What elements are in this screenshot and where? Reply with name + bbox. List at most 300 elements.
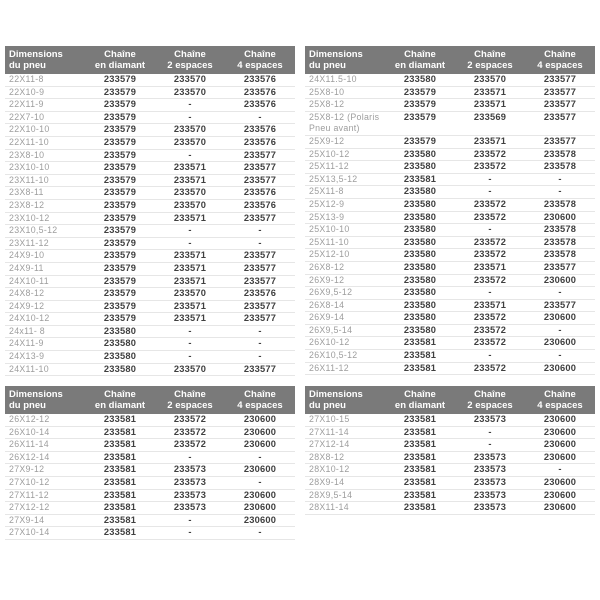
chain-4spaces-part: 233577 (243, 363, 277, 374)
table-row (305, 427, 595, 440)
chain-table-bottom-left (5, 386, 295, 540)
chain-2spaces-part: 233571 (173, 275, 207, 286)
column-header: Chaîne 4 espaces (237, 49, 283, 71)
tire-dimension: 25X10-10 (309, 224, 350, 235)
column-header: Dimensions du pneu (309, 389, 363, 411)
chain-diamond-part: 233579 (103, 162, 137, 173)
chain-diamond-part: 233579 (103, 111, 137, 122)
chain-2spaces-part: 233572 (473, 337, 507, 348)
table-row (5, 313, 295, 326)
chain-4spaces-part: 233577 (243, 313, 277, 324)
table-row (305, 337, 595, 350)
tire-dimension: 25X8-10 (309, 86, 345, 97)
chain-diamond-part: 233580 (403, 224, 437, 235)
tire-dimension: 25X8-12 (Polaris Pneu avant) (309, 111, 380, 134)
tire-dimension: 26X10,5-12 (309, 350, 358, 361)
chain-2spaces-part: 233573 (173, 464, 207, 475)
chain-4spaces-part: 233577 (243, 300, 277, 311)
table-row (305, 249, 595, 262)
tire-dimension: 22X10-9 (9, 86, 45, 97)
chain-2spaces-part: 233570 (173, 187, 207, 198)
tire-dimension: 27X10-12 (9, 476, 50, 487)
chain-2spaces-part: 233573 (473, 502, 507, 513)
table-row (5, 427, 295, 440)
chain-diamond-part: 233581 (403, 173, 437, 184)
chain-diamond-part: 233580 (403, 312, 437, 323)
table-row (305, 237, 595, 250)
chain-diamond-part: 233579 (103, 136, 137, 147)
chain-4spaces-part: 230600 (543, 439, 577, 450)
chain-4spaces-part: 233577 (243, 212, 277, 223)
chain-diamond-part: 233581 (103, 439, 137, 450)
tire-dimension: 24x11- 8 (9, 325, 45, 336)
chain-4spaces-part: 233578 (543, 236, 577, 247)
chain-4spaces-part: 233577 (243, 174, 277, 185)
chain-diamond-part: 233580 (403, 148, 437, 159)
table-row (305, 490, 595, 503)
tire-dimension: 23X8-11 (9, 187, 44, 198)
chain-diamond-part: 233581 (403, 350, 437, 361)
chain-4spaces-part: - (258, 325, 262, 336)
chain-diamond-part: 233580 (403, 274, 437, 285)
table-row (5, 175, 295, 188)
chain-2spaces-part: 233570 (173, 199, 207, 210)
chain-2spaces-part: - (188, 149, 192, 160)
chain-4spaces-part: 230600 (543, 502, 577, 513)
chain-2spaces-part: 233570 (173, 363, 207, 374)
table-row (5, 162, 295, 175)
table-row (5, 515, 295, 528)
tire-dimension: 24X10-11 (9, 275, 49, 286)
chain-diamond-part: 233581 (103, 464, 137, 475)
tire-dimension: 26X9,5-14 (309, 324, 353, 335)
chain-2spaces-part: 233572 (473, 274, 507, 285)
chain-2spaces-part: 233573 (473, 464, 507, 475)
tire-dimension: 26X11-12 (309, 362, 349, 373)
table-row (5, 263, 295, 276)
tire-dimension: 23X10,5-12 (9, 225, 58, 236)
table-row (305, 300, 595, 313)
tire-dimension: 26X10-12 (309, 337, 350, 348)
chain-diamond-part: 233579 (403, 111, 437, 122)
chain-diamond-part: 233580 (403, 186, 437, 197)
table-row (5, 351, 295, 364)
chain-diamond-part: 233581 (403, 476, 437, 487)
table-row (5, 338, 295, 351)
table-row (305, 224, 595, 237)
table-row (5, 527, 295, 540)
tire-dimension: 25X11-8 (309, 186, 344, 197)
table-row (5, 464, 295, 477)
chain-2spaces-part: 233572 (473, 211, 507, 222)
chain-4spaces-part: - (558, 464, 562, 475)
chain-4spaces-part: 230600 (243, 514, 277, 525)
tire-dimension: 24X11-9 (9, 338, 44, 349)
chain-4spaces-part: 230600 (243, 502, 277, 513)
tire-dimension: 25X12-9 (309, 198, 345, 209)
chain-4spaces-part: 230600 (543, 414, 577, 424)
column-header: Dimensions du pneu (309, 49, 363, 71)
table-row (305, 87, 595, 100)
tire-dimension: 27X9-14 (9, 514, 45, 525)
chain-diamond-part: 233579 (103, 313, 137, 324)
chain-2spaces-part: 233573 (473, 414, 507, 424)
tire-dimension: 22X10-10 (9, 124, 50, 135)
tire-dimension: 26X8-14 (309, 299, 345, 310)
chain-4spaces-part: - (558, 186, 562, 197)
table-row (5, 187, 295, 200)
chain-2spaces-part: 233570 (173, 124, 207, 135)
chain-2spaces-part: - (188, 451, 192, 462)
chain-4spaces-part: 233578 (543, 161, 577, 172)
chain-diamond-part: 233580 (403, 299, 437, 310)
tire-dimension: 27X9-12 (9, 464, 45, 475)
table-row (305, 414, 595, 427)
table-row (305, 149, 595, 162)
chain-4spaces-part: 230600 (243, 489, 277, 500)
chain-2spaces-part: - (188, 338, 192, 349)
chain-diamond-part: 233579 (103, 275, 137, 286)
chain-4spaces-part: - (258, 476, 262, 487)
column-header: Chaîne 4 espaces (537, 49, 583, 71)
chain-diamond-part: 233579 (103, 86, 137, 97)
chain-4spaces-part: 233576 (243, 187, 277, 198)
chain-4spaces-part: 230600 (243, 414, 277, 424)
chain-4spaces-part: 230600 (543, 476, 577, 487)
chain-4spaces-part: 230600 (543, 211, 577, 222)
chain-2spaces-part: - (488, 287, 492, 298)
chain-2spaces-part: - (188, 325, 192, 336)
table-row (305, 174, 595, 187)
tire-dimension: 23X8-12 (9, 199, 45, 210)
table-row (305, 477, 595, 490)
chain-diamond-part: 233579 (103, 237, 137, 248)
column-header: Chaîne en diamant (394, 389, 446, 411)
table-row (305, 287, 595, 300)
chain-2spaces-part: 233570 (173, 86, 207, 97)
tire-dimension: 23X10-12 (9, 212, 50, 223)
chain-diamond-part: 233579 (103, 199, 137, 210)
chain-diamond-part: 233580 (403, 287, 437, 298)
table-row (5, 288, 295, 301)
tire-dimension: 24X8-12 (9, 288, 45, 299)
chain-diamond-part: 233581 (403, 502, 437, 513)
chain-diamond-part: 233581 (103, 527, 137, 538)
chain-4spaces-part: - (558, 324, 562, 335)
chain-diamond-part: 233580 (403, 236, 437, 247)
column-header: Chaîne 4 espaces (237, 389, 283, 411)
table-header (5, 386, 295, 414)
chain-4spaces-part: - (258, 237, 262, 248)
chain-4spaces-part: 230600 (243, 426, 277, 437)
table-row (305, 161, 595, 174)
chain-4spaces-part: 233576 (243, 136, 277, 147)
chain-diamond-part: 233579 (103, 212, 137, 223)
chain-2spaces-part: 233571 (173, 174, 207, 185)
chain-2spaces-part: - (188, 225, 192, 236)
column-header: Chaîne 2 espaces (167, 389, 213, 411)
column-header: Dimensions du pneu (9, 49, 63, 71)
chain-4spaces-part: 233576 (243, 199, 277, 210)
chain-diamond-part: 233580 (403, 198, 437, 209)
chain-4spaces-part: 233577 (243, 149, 277, 160)
chain-diamond-part: 233580 (103, 338, 137, 349)
chain-diamond-part: 233581 (403, 337, 437, 348)
tire-dimension: 23X10-10 (9, 162, 50, 173)
chain-4spaces-part: 233576 (243, 288, 277, 299)
chain-2spaces-part: 233571 (173, 212, 207, 223)
tire-dimension: 26X9,5-12 (309, 287, 353, 298)
tire-dimension: 25X9-12 (309, 135, 345, 146)
chain-2spaces-part: - (188, 99, 192, 110)
chain-4spaces-part: - (558, 173, 562, 184)
tire-dimension: 24X9-12 (9, 300, 45, 311)
tire-dimension: 28X11-14 (309, 502, 349, 513)
table-row (305, 136, 595, 149)
chain-2spaces-part: 233570 (473, 74, 507, 84)
chain-4spaces-part: 233576 (243, 99, 277, 110)
chain-2spaces-part: 233571 (473, 99, 507, 110)
chain-2spaces-part: 233571 (473, 86, 507, 97)
chain-diamond-part: 233579 (103, 225, 137, 236)
table-row (5, 250, 295, 263)
tire-dimension: 27X11-14 (309, 426, 349, 437)
tire-dimension: 27X12-12 (9, 502, 50, 513)
table-row (5, 238, 295, 251)
tire-dimension: 26X12-12 (9, 414, 50, 424)
chain-4spaces-part: - (558, 350, 562, 361)
chain-diamond-part: 233581 (103, 476, 137, 487)
chain-diamond-part: 233580 (403, 249, 437, 260)
chain-4spaces-part: 233577 (243, 162, 277, 173)
table-row (5, 87, 295, 100)
chain-4spaces-part: 233578 (543, 198, 577, 209)
tire-dimension: 28X10-12 (309, 464, 350, 475)
column-header: Chaîne 2 espaces (167, 49, 213, 71)
chain-4spaces-part: 233577 (243, 275, 277, 286)
chain-diamond-part: 233581 (403, 489, 437, 500)
table-row (305, 350, 595, 363)
chain-diamond-part: 233581 (103, 414, 137, 424)
column-header: Chaîne en diamant (394, 49, 446, 71)
tire-dimension: 22X11-10 (9, 136, 49, 147)
tire-dimension: 25X12-10 (309, 249, 350, 260)
table-row (5, 490, 295, 503)
chain-diamond-part: 233581 (403, 464, 437, 475)
chain-2spaces-part: 233572 (173, 414, 207, 424)
chain-4spaces-part: 233577 (543, 86, 577, 97)
chain-4spaces-part: - (558, 287, 562, 298)
table-row (5, 124, 295, 137)
chain-4spaces-part: 233577 (243, 250, 277, 261)
tire-dimension: 26X9-12 (309, 274, 345, 285)
chain-diamond-part: 233579 (103, 149, 137, 160)
chain-2spaces-part: 233572 (473, 161, 507, 172)
chain-2spaces-part: 233570 (173, 136, 207, 147)
chain-2spaces-part: - (488, 224, 492, 235)
tire-dimension: 27X12-14 (309, 439, 350, 450)
table-row (305, 275, 595, 288)
table-row (5, 112, 295, 125)
table-row (305, 262, 595, 275)
chain-table-top-left (5, 46, 295, 376)
tire-dimension: 25X10-12 (309, 148, 350, 159)
chain-diamond-part: 233579 (103, 99, 137, 110)
column-header: Chaîne 2 espaces (467, 389, 513, 411)
chain-4spaces-part: 233576 (243, 74, 277, 84)
table-row (5, 414, 295, 427)
chain-4spaces-part: 230600 (543, 274, 577, 285)
chain-diamond-part: 233581 (403, 362, 437, 373)
chain-diamond-part: 233581 (103, 502, 137, 513)
tire-dimension: 24X9-10 (9, 250, 45, 261)
table-row (5, 137, 295, 150)
table-row (305, 112, 595, 136)
table-header (305, 386, 595, 414)
chain-2spaces-part: 233572 (473, 312, 507, 323)
chain-diamond-part: 233581 (403, 414, 437, 424)
chain-diamond-part: 233581 (403, 439, 437, 450)
chain-2spaces-part: - (488, 173, 492, 184)
tire-dimension: 23X11-10 (9, 174, 49, 185)
chain-2spaces-part: 233571 (173, 262, 207, 273)
table-row (305, 502, 595, 515)
chain-diamond-part: 233579 (403, 99, 437, 110)
chain-4spaces-part: 233576 (243, 124, 277, 135)
chain-4spaces-part: - (258, 225, 262, 236)
tire-dimension: 28X9,5-14 (309, 489, 353, 500)
tire-dimension: 23X11-12 (9, 237, 49, 248)
chain-2spaces-part: 233573 (173, 476, 207, 487)
chain-diamond-part: 233581 (103, 489, 137, 500)
chain-diamond-part: 233579 (403, 86, 437, 97)
tire-dimension: 28X8-12 (309, 451, 345, 462)
chain-diamond-part: 233579 (103, 174, 137, 185)
table-row (305, 74, 595, 87)
chain-4spaces-part: 233577 (543, 111, 577, 122)
tire-dimension: 26X10-14 (9, 426, 50, 437)
chain-2spaces-part: 233571 (473, 135, 507, 146)
tire-dimension: 27X10-14 (9, 527, 50, 538)
chain-4spaces-part: 233577 (543, 135, 577, 146)
table-row (305, 99, 595, 112)
chain-diamond-part: 233579 (103, 288, 137, 299)
tire-dimension: 24X11.5-10 (309, 74, 357, 84)
table-row (5, 150, 295, 163)
chain-diamond-part: 233579 (103, 300, 137, 311)
chain-2spaces-part: 233573 (173, 502, 207, 513)
chain-diamond-part: 233579 (103, 124, 137, 135)
tire-dimension: 26X12-14 (9, 451, 50, 462)
chain-2spaces-part: 233571 (173, 313, 207, 324)
chain-2spaces-part: 233573 (473, 451, 507, 462)
chain-diamond-part: 233580 (403, 261, 437, 272)
chain-2spaces-part: 233572 (473, 236, 507, 247)
chain-diamond-part: 233580 (403, 211, 437, 222)
chain-2spaces-part: 233570 (173, 74, 207, 84)
chain-diamond-part: 233579 (103, 187, 137, 198)
chain-4spaces-part: 233578 (543, 148, 577, 159)
chain-diamond-part: 233581 (403, 451, 437, 462)
tire-dimension: 25X13-9 (309, 211, 345, 222)
chain-4spaces-part: 233578 (543, 249, 577, 260)
chain-table-bottom-right (305, 386, 595, 515)
table-row (5, 301, 295, 314)
chain-4spaces-part: 230600 (543, 312, 577, 323)
tire-dimension: 27X10-15 (309, 414, 350, 424)
chain-2spaces-part: 233572 (473, 148, 507, 159)
chain-4spaces-part: 230600 (543, 337, 577, 348)
chain-2spaces-part: 233573 (473, 489, 507, 500)
chain-4spaces-part: - (258, 451, 262, 462)
chain-2spaces-part: - (488, 426, 492, 437)
tire-dimension: 24X11-10 (9, 363, 49, 374)
chain-diamond-part: 233580 (103, 351, 137, 362)
tire-dimension: 22X7-10 (9, 111, 45, 122)
chain-2spaces-part: - (188, 237, 192, 248)
tire-dimension: 26X11-14 (9, 439, 49, 450)
table-row (5, 439, 295, 452)
column-header: Chaîne en diamant (94, 49, 146, 71)
chain-4spaces-part: - (258, 351, 262, 362)
chain-diamond-part: 233580 (403, 74, 437, 84)
chain-diamond-part: 233581 (103, 426, 137, 437)
tire-dimension: 25X13,5-12 (309, 173, 358, 184)
chain-2spaces-part: - (188, 514, 192, 525)
tire-dimension: 23X8-10 (9, 149, 45, 160)
table-row (305, 325, 595, 338)
chain-2spaces-part: 233571 (173, 250, 207, 261)
chain-4spaces-part: 233577 (543, 74, 577, 84)
table-row (305, 186, 595, 199)
chain-diamond-part: 233580 (103, 363, 137, 374)
chain-2spaces-part: 233573 (473, 476, 507, 487)
chain-4spaces-part: 233577 (543, 99, 577, 110)
chain-2spaces-part: 233571 (173, 162, 207, 173)
chain-4spaces-part: 230600 (543, 451, 577, 462)
chain-4spaces-part: 230600 (243, 464, 277, 475)
column-header: Chaîne en diamant (94, 389, 146, 411)
tire-dimension: 24X9-11 (9, 262, 44, 273)
chain-4spaces-part: 230600 (243, 439, 277, 450)
chain-2spaces-part: 233572 (173, 439, 207, 450)
chain-2spaces-part: 233572 (473, 249, 507, 260)
tire-dimension: 24X13-9 (9, 351, 45, 362)
tire-dimension: 25X8-12 (309, 99, 345, 110)
chain-2spaces-part: - (188, 111, 192, 122)
chain-diamond-part: 233580 (403, 324, 437, 335)
chain-2spaces-part: - (188, 351, 192, 362)
table-row (5, 502, 295, 515)
column-header: Dimensions du pneu (9, 389, 63, 411)
chain-2spaces-part: 233571 (173, 300, 207, 311)
table-row (305, 199, 595, 212)
table-row (5, 200, 295, 213)
chain-4spaces-part: 233577 (243, 262, 277, 273)
chain-4spaces-part: 233576 (243, 86, 277, 97)
tire-dimension: 25X11-12 (309, 161, 349, 172)
chain-4spaces-part: - (258, 527, 262, 538)
tire-dimension: 24X10-12 (9, 313, 50, 324)
table-row (5, 74, 295, 87)
chain-4spaces-part: - (258, 338, 262, 349)
chain-diamond-part: 233581 (103, 514, 137, 525)
tire-dimension: 22X11-8 (9, 74, 44, 84)
table-row (305, 363, 595, 376)
chain-diamond-part: 233579 (103, 250, 137, 261)
chain-diamond-part: 233581 (103, 451, 137, 462)
table-row (5, 452, 295, 465)
